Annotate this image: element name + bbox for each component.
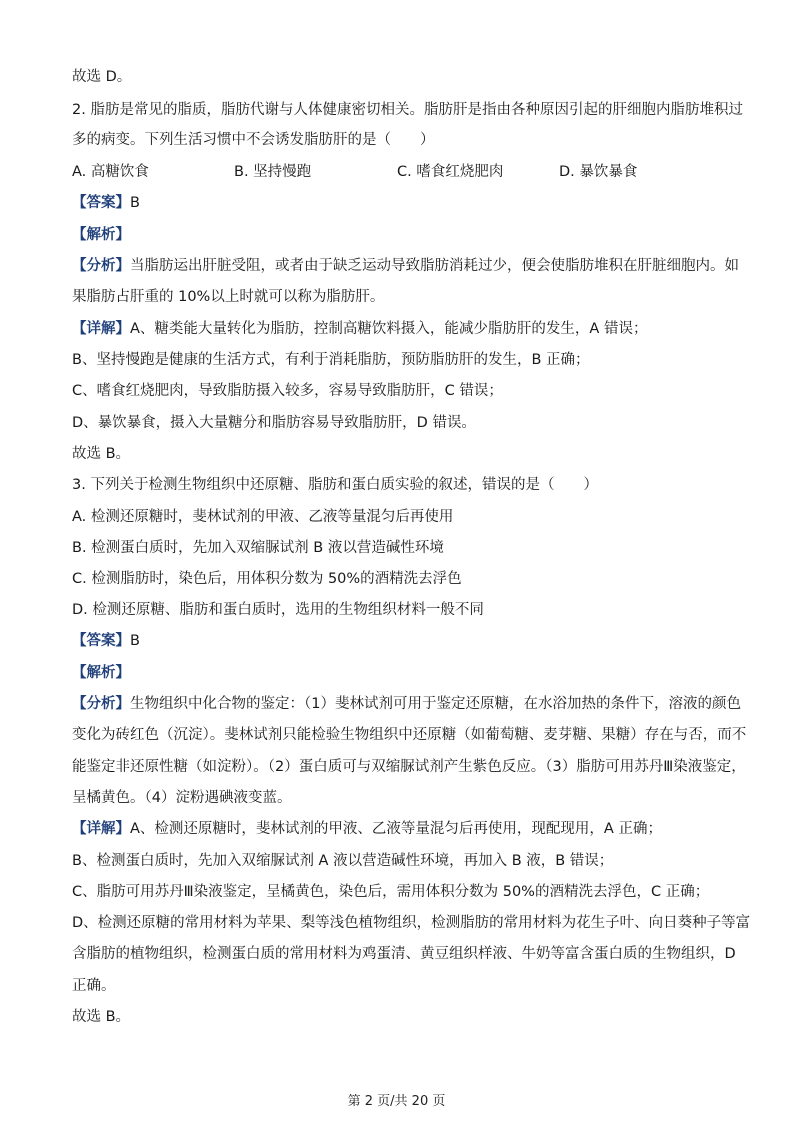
q2-detail-d: D、暴饮暴食，摄入大量糖分和脂肪容易导致脂肪肝，D 错误。 <box>72 415 476 431</box>
q3-detail-d-line1: D、检测还原糖的常用材料为苹果、梨等浅色植物组织，检测脂肪的常用材料为花生子叶、向日葵种子等富 <box>72 915 751 931</box>
fenxi-tag: 【分析】 <box>72 696 130 712</box>
previous-question-conclusion: 故选 D。 <box>72 69 132 85</box>
q3-option-d: D. 检测还原糖、脂肪和蛋白质时，选用的生物组织材料一般不同 <box>72 602 484 618</box>
q3-detail-d-line2: 含脂肪的植物组织，检测蛋白质的常用材料为鸡蛋清、黄豆组织样液、牛奶等富含蛋白质的生物组织，D <box>72 946 736 962</box>
q3-xiangjie-line1 <box>72 819 722 839</box>
q3-option-b: B. 检测蛋白质时，先加入双缩脲试剂 B 液以营造碱性环境 <box>72 540 444 556</box>
fenxi-text: 生物组织中化合物的鉴定：（1）斐林试剂可用于鉴定还原糖，在水浴加热的条件下，溶液的颜色 <box>130 696 741 712</box>
q2-option-c: C. 嗜食红烧肥肉 <box>397 164 504 180</box>
q2-analysis-heading <box>72 225 722 245</box>
answer-tag: 【答案】 <box>72 633 130 649</box>
q2-answer <box>72 193 722 213</box>
xiangjie-tag: 【详解】 <box>72 321 130 337</box>
q2-stem-line1: 2. 脂肪是常见的脂质，脂肪代谢与人体健康密切相关。脂肪肝是指由各种原因引起的肝细胞内脂肪堆积过 <box>72 102 743 118</box>
page-number-footer: 第 2 页/共 20 页 <box>347 1094 446 1109</box>
q2-detail-c: C、嗜食红烧肥肉，导致脂肪摄入较多，容易导致脂肪肝，C 错误； <box>72 383 503 399</box>
fenxi-tag: 【分析】 <box>72 258 130 274</box>
q2-stem-line2: 多的病变。下列生活习惯中不会诱发脂肪肝的是（ ） <box>72 132 435 148</box>
q2-fenxi-line1 <box>72 256 739 276</box>
q2-option-b: B. 坚持慢跑 <box>234 164 312 180</box>
answer-value: B <box>130 195 140 211</box>
answer-value: B <box>130 633 140 649</box>
q2-conclusion: 故选 B。 <box>72 446 131 462</box>
q2-detail-b: B、坚持慢跑是健康的生活方式，有利于消耗脂肪，预防脂肪肝的发生，B 正确； <box>72 352 590 368</box>
q3-detail-d-line3: 正确。 <box>72 978 116 994</box>
q3-analysis-heading <box>72 663 722 683</box>
xiangjie-text: A、糖类能大量转化为脂肪，控制高糖饮料摄入，能减少脂肪肝的发生，A 错误； <box>130 321 648 337</box>
q2-option-d: D. 暴饮暴食 <box>559 164 638 180</box>
q2-xiangjie-line1 <box>72 319 722 339</box>
q3-detail-b: B、检测蛋白质时，先加入双缩脲试剂 A 液以营造碱性环境，再加入 B 液，B 错误； <box>72 853 614 869</box>
xiangjie-text: A、检测还原糖时，斐林试剂的甲液、乙液等量混匀后再使用，现配现用，A 正确； <box>130 821 662 837</box>
q3-stem: 3. 下列关于检测生物组织中还原糖、脂肪和蛋白质实验的叙述，错误的是（ ） <box>72 477 598 493</box>
q3-detail-c: C、脂肪可用苏丹Ⅲ染液鉴定，呈橘黄色，染色后，需用体积分数为 50%的酒精洗去浮色，C 正确； <box>72 884 710 900</box>
q2-option-a: A. 高糖饮食 <box>72 164 149 180</box>
q2-fenxi-line2: 果脂肪占肝重的 10%以上时就可以称为脂肪肝。 <box>72 289 385 305</box>
xiangjie-tag: 【详解】 <box>72 821 130 837</box>
q3-fenxi-line3: 能鉴定非还原性糖（如淀粉）。（2）蛋白质可与双缩脲试剂产生紫色反应。（3）脂肪可用苏丹Ⅲ染液鉴定， <box>72 759 746 775</box>
q3-option-a: A. 检测还原糖时，斐林试剂的甲液、乙液等量混匀后再使用 <box>72 509 454 525</box>
fenxi-text: 当脂肪运出肝脏受阻，或者由于缺乏运动导致脂肪消耗过少，便会使脂肪堆积在肝脏细胞内。如 <box>130 258 739 274</box>
q3-answer <box>72 631 722 651</box>
analysis-tag: 【解析】 <box>72 227 130 243</box>
answer-tag: 【答案】 <box>72 195 130 211</box>
q3-fenxi-line1 <box>72 694 741 714</box>
q3-option-c: C. 检测脂肪时，染色后，用体积分数为 50%的酒精洗去浮色 <box>72 571 462 587</box>
analysis-tag: 【解析】 <box>72 665 130 681</box>
q3-fenxi-line2: 变化为砖红色（沉淀）。斐林试剂只能检验生物组织中还原糖（如葡萄糖、麦芽糖、果糖）存在与否，而不 <box>72 727 747 743</box>
q3-fenxi-line4: 呈橘黄色。（4）淀粉遇碘液变蓝。 <box>72 790 292 806</box>
q3-conclusion: 故选 B。 <box>72 1009 131 1025</box>
